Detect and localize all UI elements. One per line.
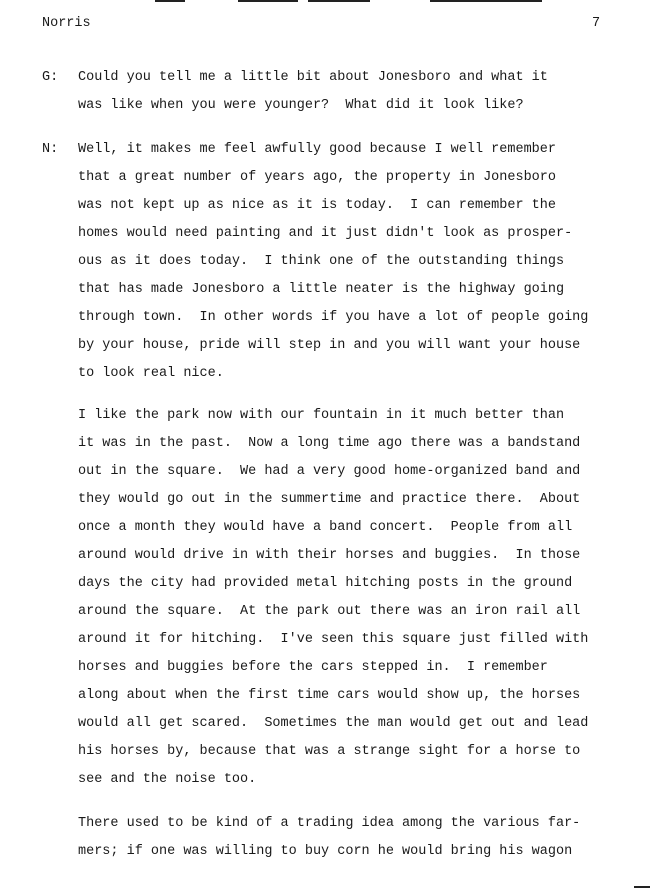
bottom-edge-mark: [634, 886, 650, 888]
speaker-label: G:: [42, 70, 59, 85]
text-line: by your house, pride will step in and you will want your house: [78, 338, 581, 353]
text-line: out in the square. We had a very good home-organized band and: [78, 464, 581, 479]
top-edge-mark: [238, 0, 298, 2]
text-line: Well, it makes me feel awfully good because I well remember: [78, 142, 556, 157]
text-line: I like the park now with our fountain in it much better than: [78, 408, 565, 423]
text-line: homes would need painting and it just didn't look as prosper-: [78, 226, 573, 241]
text-line: along about when the first time cars would show up, the horses: [78, 688, 581, 703]
text-line: was like when you were younger? What did it look like?: [78, 98, 524, 113]
text-line: his horses by, because that was a strange sight for a horse to: [78, 744, 581, 759]
top-edge-mark: [308, 0, 370, 2]
text-line: mers; if one was willing to buy corn he would bring his wagon: [78, 844, 573, 859]
text-line: days the city had provided metal hitching posts in the ground: [78, 576, 573, 591]
text-line: There used to be kind of a trading idea among the various far-: [78, 816, 581, 831]
paragraph: [78, 136, 618, 388]
top-edge-mark: [430, 0, 542, 2]
text-line: would all get scared. Sometimes the man would get out and lead: [78, 716, 589, 731]
paragraph: [78, 402, 618, 794]
text-line: Could you tell me a little bit about Jonesboro and what it: [78, 70, 548, 85]
running-header-name: Norris: [42, 16, 91, 31]
text-line: horses and buggies before the cars stepped in. I remember: [78, 660, 548, 675]
text-line: that a great number of years ago, the property in Jonesboro: [78, 170, 556, 185]
speaker-label: N:: [42, 142, 59, 157]
text-line: ous as it does today. I think one of the outstanding things: [78, 254, 565, 269]
text-line: around it for hitching. I've seen this square just filled with: [78, 632, 589, 647]
paragraph: [78, 810, 618, 866]
text-line: around the square. At the park out there was an iron rail all: [78, 604, 581, 619]
top-edge-mark: [155, 0, 185, 2]
text-line: once a month they would have a band concert. People from all: [78, 520, 573, 535]
text-line: see and the noise too.: [78, 772, 257, 787]
text-line: it was in the past. Now a long time ago there was a bandstand: [78, 436, 581, 451]
text-line: that has made Jonesboro a little neater is the highway going: [78, 282, 565, 297]
text-line: around would drive in with their horses and buggies. In those: [78, 548, 581, 563]
text-line: was not kept up as nice as it is today. I can remember the: [78, 198, 556, 213]
text-line: to look real nice.: [78, 366, 224, 381]
text-line: they would go out in the summertime and practice there. About: [78, 492, 581, 507]
text-line: through town. In other words if you have a lot of people going: [78, 310, 589, 325]
paragraph: [78, 64, 618, 120]
page-number: 7: [592, 16, 601, 31]
